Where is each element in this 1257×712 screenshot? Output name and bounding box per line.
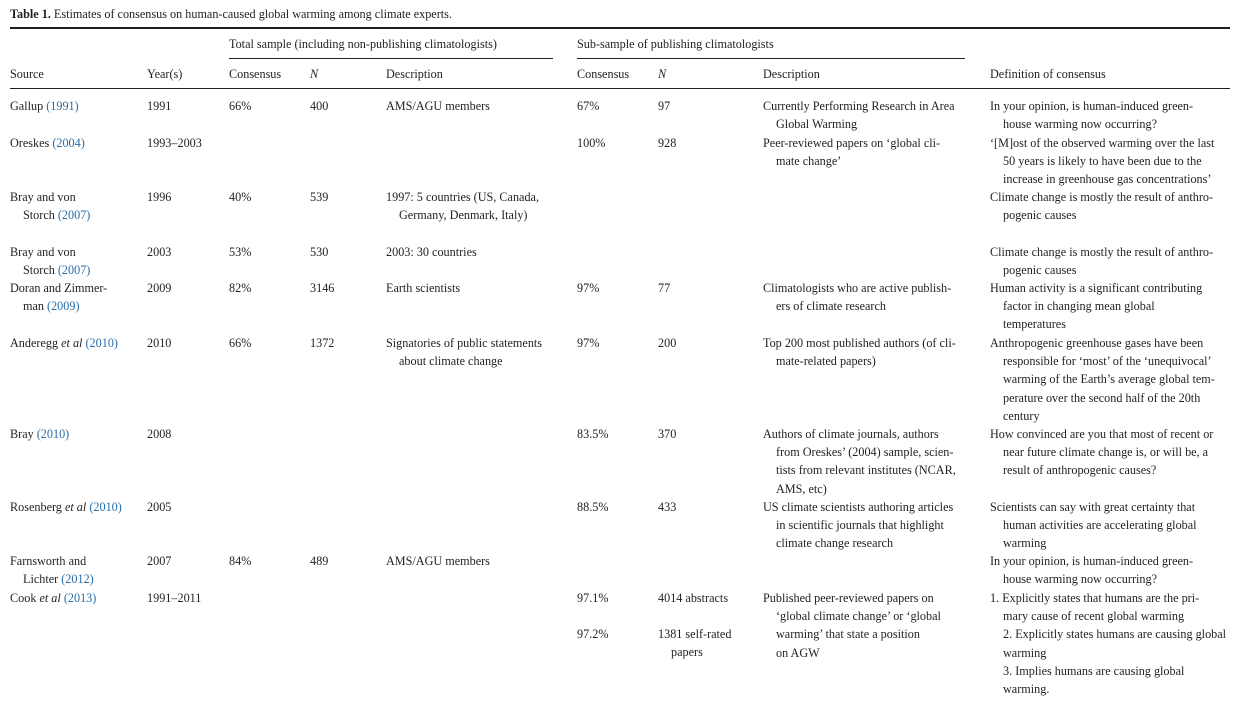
table-caption	[10, 5, 452, 23]
source-line	[10, 188, 90, 206]
source-text: Oreskes	[10, 136, 53, 150]
sub-description-line: mate change’	[776, 154, 842, 169]
sub-n-cell: 928	[658, 136, 677, 150]
total-n-cell: 3146	[310, 281, 335, 295]
sub-consensus-cell: 67%	[577, 99, 600, 113]
definition-line: warming	[1003, 536, 1047, 551]
definition-line: perature over the second half of the 20th	[1003, 390, 1201, 405]
sub-description-line: climate change research	[776, 536, 894, 551]
sub-description-cell	[763, 97, 955, 133]
definition-line: warming	[1003, 645, 1047, 660]
total-description-line: Signatories of public statements	[386, 336, 543, 350]
definition-line: How convinced are you that most of recent or	[990, 427, 1214, 441]
definition-line: result of anthropogenic causes?	[1003, 463, 1157, 478]
definition-line: ‘[M]ost of the observed warming over the last	[990, 136, 1215, 150]
source-text: Bray	[10, 427, 37, 441]
source-line	[10, 334, 118, 352]
sub-n-cell: 97	[658, 99, 671, 113]
definition-line: house warming now occurring?	[1003, 117, 1157, 132]
sub-description-cell	[763, 589, 941, 662]
sub-description-cell	[763, 134, 940, 170]
total-description-line: Earth scientists	[386, 281, 461, 295]
sub-n-cell: 370	[658, 427, 677, 441]
sub-n-cell: 4014 abstracts	[658, 591, 729, 605]
sub-description-line: Currently Performing Research in Area	[763, 99, 955, 113]
sub-description-line: warming’ that state a position	[776, 627, 920, 642]
total-n-cell: 1372	[310, 336, 335, 350]
sub-consensus-cell: 97.1%	[577, 591, 609, 605]
citation-link[interactable]: (2013)	[63, 591, 97, 605]
sub-n-cell-extra	[658, 625, 731, 661]
year-cell: 2010	[147, 336, 172, 350]
total-description-cell	[386, 188, 539, 224]
col-header-total-consensus: Consensus	[229, 67, 282, 81]
total-description-line: 1997: 5 countries (US, Canada,	[386, 190, 539, 204]
table-label: Table 1.	[10, 7, 51, 21]
citation-link[interactable]: (2007)	[57, 263, 91, 278]
source-text: et al	[39, 591, 61, 605]
total-description-cell	[386, 97, 490, 115]
source-line	[10, 498, 122, 516]
total-n-cell: 400	[310, 99, 329, 113]
source-text: Cook	[10, 591, 40, 605]
sub-n-cell: 77	[658, 281, 671, 295]
source-text: et al	[61, 336, 83, 350]
citation-link[interactable]: (2009)	[47, 299, 80, 314]
source-text: Storch	[23, 208, 58, 223]
source-line	[10, 279, 107, 297]
definition-line: Scientists can say with great certainty that	[990, 500, 1196, 514]
total-description-cell	[386, 334, 542, 370]
source-text: Doran and Zimmer-	[10, 281, 108, 295]
definition-line: In your opinion, is human-induced green-	[990, 554, 1194, 568]
sub-description-line: mate-related papers)	[776, 354, 876, 369]
definition-line: 1. Explicitly states that humans are the pri-	[990, 591, 1200, 605]
citation-link[interactable]: (2010)	[89, 500, 122, 514]
source-line	[10, 243, 90, 261]
sub-consensus-cell: 83.5%	[577, 427, 609, 441]
sub-description-cell	[763, 279, 951, 315]
definition-line: human activities are accelerating global	[1003, 518, 1197, 533]
sub-n-line: papers	[671, 645, 703, 660]
source-line	[10, 425, 69, 443]
total-description-line: about climate change	[399, 354, 503, 369]
source-line	[10, 97, 79, 115]
source-cell	[10, 498, 122, 516]
definition-cell	[990, 134, 1214, 189]
citation-link[interactable]: (1991)	[46, 99, 79, 113]
source-text: Anderegg	[10, 336, 62, 350]
year-cell: 1991	[147, 99, 172, 113]
total-n-cell: 489	[310, 554, 329, 568]
source-cell	[10, 334, 118, 352]
sub-description-line: from Oreskes’ (2004) sample, scien-	[776, 445, 954, 460]
sub-description-line: US climate scientists authoring articles	[763, 500, 954, 514]
source-line	[10, 589, 96, 607]
total-description-line: AMS/AGU members	[386, 554, 490, 568]
sub-description-cell	[763, 334, 956, 370]
source-line	[10, 570, 94, 588]
sub-n-line: 1381 self-rated	[658, 627, 732, 641]
year-cell: 2003	[147, 245, 172, 259]
source-line	[10, 552, 94, 570]
source-line	[10, 297, 107, 315]
definition-line: near future climate change is, or will be, a	[1003, 445, 1209, 460]
sub-description-line: in scientific journals that highlight	[776, 518, 944, 533]
total-consensus-cell: 84%	[229, 554, 252, 568]
sub-description-line: ‘global climate change’ or ‘global	[776, 609, 941, 624]
definition-cell	[990, 589, 1226, 698]
sub-description-line: Published peer-reviewed papers on	[763, 591, 934, 605]
total-description-line: 2003: 30 countries	[386, 245, 477, 259]
sub-description-cell	[763, 425, 956, 498]
definition-line: Anthropogenic greenhouse gases have been	[990, 336, 1204, 350]
definition-line: In your opinion, is human-induced green-	[990, 99, 1194, 113]
sub-description-line: Global Warming	[776, 117, 858, 132]
col-header-source: Source	[10, 67, 44, 81]
col-header-sub-description: Description	[763, 67, 820, 81]
sub-n-cell: 200	[658, 336, 677, 350]
source-line	[10, 261, 90, 279]
total-n-cell: 530	[310, 245, 329, 259]
definition-cell	[990, 425, 1213, 480]
definition-line: mary cause of recent global warming	[1003, 609, 1185, 624]
definition-line: Climate change is mostly the result of anthro-	[990, 245, 1214, 259]
total-description-cell	[386, 243, 477, 261]
source-cell	[10, 134, 85, 152]
sub-description-line: Authors of climate journals, authors	[763, 427, 939, 441]
col-header-total-n: N	[310, 67, 319, 81]
sub-consensus-cell: 97%	[577, 336, 600, 350]
citation-link[interactable]: (2012)	[61, 572, 94, 587]
source-cell	[10, 188, 90, 224]
definition-line: Human activity is a significant contributing	[990, 281, 1203, 295]
year-cell: 2009	[147, 281, 172, 295]
source-text: Lichter	[23, 572, 62, 587]
group-header-sub: Sub-sample of publishing climatologists	[577, 37, 774, 51]
total-consensus-cell: 82%	[229, 281, 252, 295]
citation-link[interactable]: (2010)	[36, 427, 70, 441]
source-text: Farnsworth and	[10, 554, 87, 568]
definition-line: temperatures	[1003, 317, 1066, 332]
year-cell: 1996	[147, 190, 172, 204]
source-cell	[10, 279, 107, 315]
sub-description-line: Climatologists who are active publish-	[763, 281, 952, 295]
col-header-total-description: Description	[386, 67, 443, 81]
source-cell	[10, 425, 69, 443]
source-text: Bray and von	[10, 190, 76, 204]
col-header-sub-consensus: Consensus	[577, 67, 630, 81]
year-cell: 1993–2003	[147, 136, 202, 150]
header-rule	[10, 88, 1230, 89]
total-description-cell	[386, 279, 460, 297]
caption-text: Estimates of consensus on human-caused global warming among climate experts.	[53, 7, 452, 21]
definition-line: pogenic causes	[1003, 263, 1077, 278]
total-group-rule	[229, 58, 553, 59]
definition-line: factor in changing mean global	[1003, 299, 1155, 314]
source-text: Gallup	[10, 99, 47, 113]
definition-line: house warming now occurring?	[1003, 572, 1157, 587]
sub-description-line: Peer-reviewed papers on ‘global cli-	[763, 136, 941, 150]
source-text: Storch	[23, 263, 58, 278]
definition-cell	[990, 243, 1213, 279]
definition-line: Climate change is mostly the result of anthro-	[990, 190, 1214, 204]
source-text: et al	[64, 500, 87, 514]
sub-consensus-cell: 97%	[577, 281, 600, 295]
col-header-definition: Definition of consensus	[990, 67, 1106, 81]
total-description-line: Germany, Denmark, Italy)	[399, 208, 528, 223]
sub-description-cell	[763, 498, 953, 553]
col-header-year: Year(s)	[147, 67, 183, 81]
definition-cell	[990, 188, 1213, 224]
total-description-cell	[386, 552, 490, 570]
sub-description-line: ers of climate research	[776, 299, 886, 314]
sub-consensus-cell: 100%	[577, 136, 606, 150]
source-text: Bray and von	[10, 245, 76, 259]
definition-cell	[990, 552, 1193, 588]
source-line	[10, 134, 85, 152]
citation-link[interactable]: (2004)	[52, 136, 85, 150]
definition-line: 3. Implies humans are causing global	[1003, 663, 1185, 678]
total-consensus-cell: 66%	[229, 336, 252, 350]
top-rule	[10, 27, 1230, 29]
total-consensus-cell: 66%	[229, 99, 252, 113]
source-text: man	[23, 299, 48, 314]
definition-cell	[990, 97, 1193, 133]
source-cell	[10, 552, 94, 588]
total-consensus-cell: 53%	[229, 245, 252, 259]
citation-link[interactable]: (2007)	[57, 208, 91, 223]
source-cell	[10, 243, 90, 279]
definition-line: increase in greenhouse gas concentrations’	[1003, 172, 1212, 187]
definition-line: warming of the Earth’s average global tem-	[1003, 372, 1215, 387]
total-n-cell: 539	[310, 190, 329, 204]
sub-description-line: on AGW	[776, 645, 820, 660]
total-consensus-cell: 40%	[229, 190, 252, 204]
year-cell: 1991–2011	[147, 591, 202, 605]
sub-description-line: Top 200 most published authors (of cli-	[763, 336, 956, 350]
year-cell: 2005	[147, 500, 172, 514]
definition-line: 2. Explicitly states humans are causing global	[1003, 627, 1227, 642]
definition-line: century	[1003, 408, 1040, 423]
definition-line: pogenic causes	[1003, 208, 1077, 223]
source-line	[10, 206, 90, 224]
col-header-sub-n: N	[658, 67, 667, 81]
definition-cell	[990, 334, 1215, 425]
group-header-total: Total sample (including non-publishing climatologists)	[229, 37, 497, 51]
source-cell	[10, 97, 79, 115]
year-cell: 2007	[147, 554, 172, 568]
source-cell	[10, 589, 96, 607]
citation-link[interactable]: (2010)	[85, 336, 118, 350]
sub-group-rule	[577, 58, 965, 59]
sub-n-cell: 433	[658, 500, 677, 514]
sub-consensus-cell: 88.5%	[577, 500, 609, 514]
source-text: Rosenberg	[10, 500, 65, 514]
definition-line: warming.	[1003, 682, 1050, 697]
sub-description-line: tists from relevant institutes (NCAR,	[776, 463, 956, 478]
total-description-line: AMS/AGU members	[386, 99, 490, 113]
year-cell: 2008	[147, 427, 172, 441]
definition-line: responsible for ‘most’ of the ‘unequivocal’	[1003, 354, 1212, 369]
sub-description-line: AMS, etc)	[776, 481, 827, 496]
definition-cell	[990, 498, 1197, 553]
sub-consensus-cell-extra: 97.2%	[577, 627, 609, 641]
definition-line: 50 years is likely to have been due to the	[1003, 154, 1202, 169]
definition-cell	[990, 279, 1202, 334]
